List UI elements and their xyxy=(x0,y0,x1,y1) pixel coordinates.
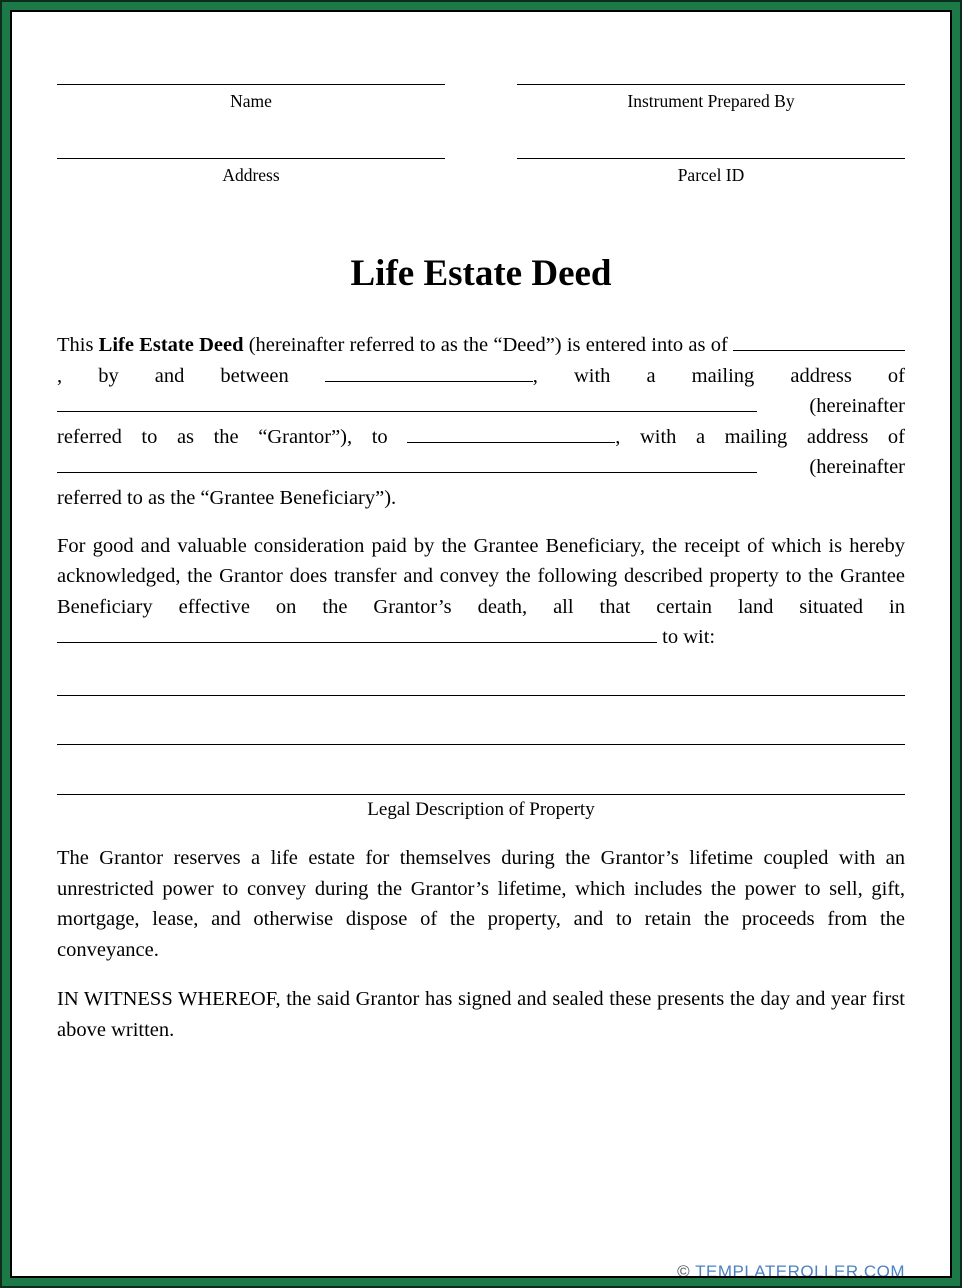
text-run: (hereinafter referred to as the “Grantor”), to xyxy=(57,395,905,448)
text-run: (hereinafter referred to as the “Deed”) is entered into as of xyxy=(243,334,733,356)
address-label: Address xyxy=(222,165,280,185)
blank-field[interactable] xyxy=(57,622,657,643)
parcel-id-input-line[interactable] xyxy=(517,158,905,159)
legal-description-line-1[interactable] xyxy=(57,653,905,696)
paragraph-witness xyxy=(57,984,905,1045)
paragraph-intro xyxy=(57,330,905,514)
paragraph-consideration xyxy=(57,531,905,653)
text-run: This xyxy=(57,334,99,356)
templateroller-link[interactable]: TEMPLATEROLLER.COM xyxy=(695,1262,905,1278)
header-row-2 xyxy=(57,158,905,187)
blank-field[interactable] xyxy=(325,361,533,382)
name-input-line[interactable] xyxy=(57,84,445,85)
blank-field[interactable] xyxy=(733,330,905,351)
legal-description-line-2[interactable] xyxy=(57,696,905,746)
name-label: Name xyxy=(230,91,272,111)
text-run: For good and valuable consideration paid by the Grantee Beneficiary, the receipt of which is hereby acknowledged, the Grantor does transfer and convey the following described property to the Grantee Beneficiary effective on the Grantor’s death, all that certain land situated in xyxy=(57,534,905,618)
blank-field[interactable] xyxy=(57,391,757,412)
header-field-instrument-prepared-by xyxy=(517,84,905,113)
header-row-1 xyxy=(57,84,905,113)
text-run: , with a mailing address of xyxy=(532,364,905,387)
blank-field[interactable] xyxy=(57,452,757,473)
text-run: The Grantor reserves a life estate for themselves during the Grantor’s lifetime coupled with an unrestricted power to convey during the Grantor’s lifetime, which includes the power to sell, gift, mortgage, lease, and otherwise dispose of the property, and to retain the proceeds from the conveyance. xyxy=(57,846,905,961)
text-run: (hereinafter referred to as the “Grantee Beneficiary”). xyxy=(57,456,905,509)
text-run: , with a mailing address of xyxy=(615,425,905,448)
text-run: to wit: xyxy=(657,626,716,649)
copyright-symbol: © xyxy=(677,1262,691,1278)
paragraph-reservation xyxy=(57,843,905,965)
document-title: Life Estate Deed xyxy=(350,253,612,294)
legal-description-line-3[interactable] xyxy=(57,745,905,795)
bold-text-run: Life Estate Deed xyxy=(98,334,244,356)
header-field-parcel-id xyxy=(517,158,905,187)
footer-credit xyxy=(677,1262,905,1278)
parcel-id-label: Parcel ID xyxy=(677,165,745,185)
legal-description-caption: Legal Description of Property xyxy=(367,798,595,820)
text-run: , by and between xyxy=(57,364,325,387)
header-field-address xyxy=(57,158,445,187)
address-input-line[interactable] xyxy=(57,158,445,159)
instrument-prepared-by-label: Instrument Prepared By xyxy=(627,91,795,111)
blank-field[interactable] xyxy=(407,422,615,443)
instrument-prepared-by-input-line[interactable] xyxy=(517,84,905,85)
document-body xyxy=(10,10,952,1278)
legal-description-section xyxy=(57,653,905,822)
text-run: IN WITNESS WHEREOF, the said Grantor has signed and sealed these presents the day and year first above written. xyxy=(57,988,905,1041)
page-border-frame xyxy=(2,2,960,1286)
header-field-name xyxy=(57,84,445,113)
